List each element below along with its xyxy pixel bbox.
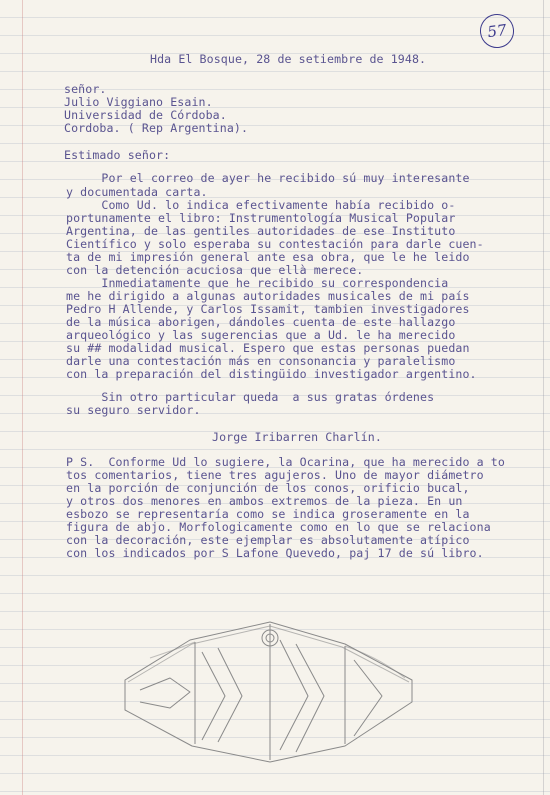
body-line: darle una contestación más en consonancia y paralelismo: [66, 354, 456, 368]
recipient-line: Universidad de Córdoba.: [64, 108, 227, 122]
body-line: Por el correo de ayer he recibido sú muy interesante: [66, 171, 470, 185]
body-line: portunamente el libro: Instrumentología Musical Popular: [66, 211, 456, 225]
body-line: me he dirigido a algunas autoridades musicales de mi país: [66, 289, 470, 303]
place-date: Hda El Bosque, 28 de setiembre de 1948.: [150, 52, 427, 66]
body-line: arqueológico y las sugerencias que a Ud. le ha merecido: [66, 328, 456, 342]
recipient-line: Julio Viggiano Esain.: [64, 95, 213, 109]
page-edge: [543, 0, 544, 795]
recipient-line: Cordoba. ( Rep Argentina).: [64, 121, 249, 135]
postscript-line: esbozo se representaría como se indica groseramente en la: [66, 507, 470, 521]
postscript-line: P S. Conforme Ud lo sugiere, la Ocarina, que ha merecido a to: [66, 455, 505, 469]
postscript-line: con los indicados por S Lafone Quevedo, paj 17 de sú libro.: [66, 546, 484, 560]
postscript-line: tos comentarios, tiene tres agujeros. Uno de mayor diámetro: [66, 468, 484, 482]
closing-line: Sin otro particular queda a sus gratas órdenes: [66, 390, 435, 404]
body-line: Científico y solo esperaba su contestación para darle cuen-: [66, 237, 484, 251]
body-line: Como Ud. lo indica efectivamente había recibido o-: [66, 198, 456, 212]
body-line: su ## modalidad musical. Espero que estas personas puedan: [66, 341, 470, 355]
postscript-line: en la porción de conjunción de los conos, orificio bucal,: [66, 481, 470, 495]
postscript-line: figura de abjo. Morfologicamente como en lo que se relaciona: [66, 520, 491, 534]
body-line: ta de mi impresión general ante esa obra, que le he leido: [66, 250, 470, 264]
body-line: y documentada carta.: [66, 185, 208, 199]
body-line: de la música aborigen, dándoles cuenta de este hallazgo: [66, 315, 456, 329]
postscript-line: y otros dos menores en ambos extremos de la pieza. En un: [66, 494, 463, 508]
ocarina-sketch: [120, 618, 420, 768]
recipient-line: señor.: [64, 82, 107, 96]
page-number-stamp: 57: [478, 12, 516, 50]
body-line: con la detención acuciosa que ellà merece.: [66, 263, 364, 277]
body-line: Argentina, de las gentiles autoridades de ese Instituto: [66, 224, 456, 238]
body-line: Inmediatamente que he recibido su correspondencia: [66, 276, 449, 290]
postscript-line: con la decoración, este ejemplar es absolutamente atípico: [66, 533, 470, 547]
body-line: con la preparación del distingüido investigador argentino.: [66, 367, 477, 381]
margin-rule: [22, 0, 23, 795]
salutation: Estimado señor:: [64, 148, 171, 162]
closing-line: su seguro servidor.: [66, 403, 201, 417]
signature: Jorge Iribarren Charlín.: [212, 430, 382, 444]
body-line: Pedro H Allende, y Carlos Issamit, tambien investigadores: [66, 302, 470, 316]
